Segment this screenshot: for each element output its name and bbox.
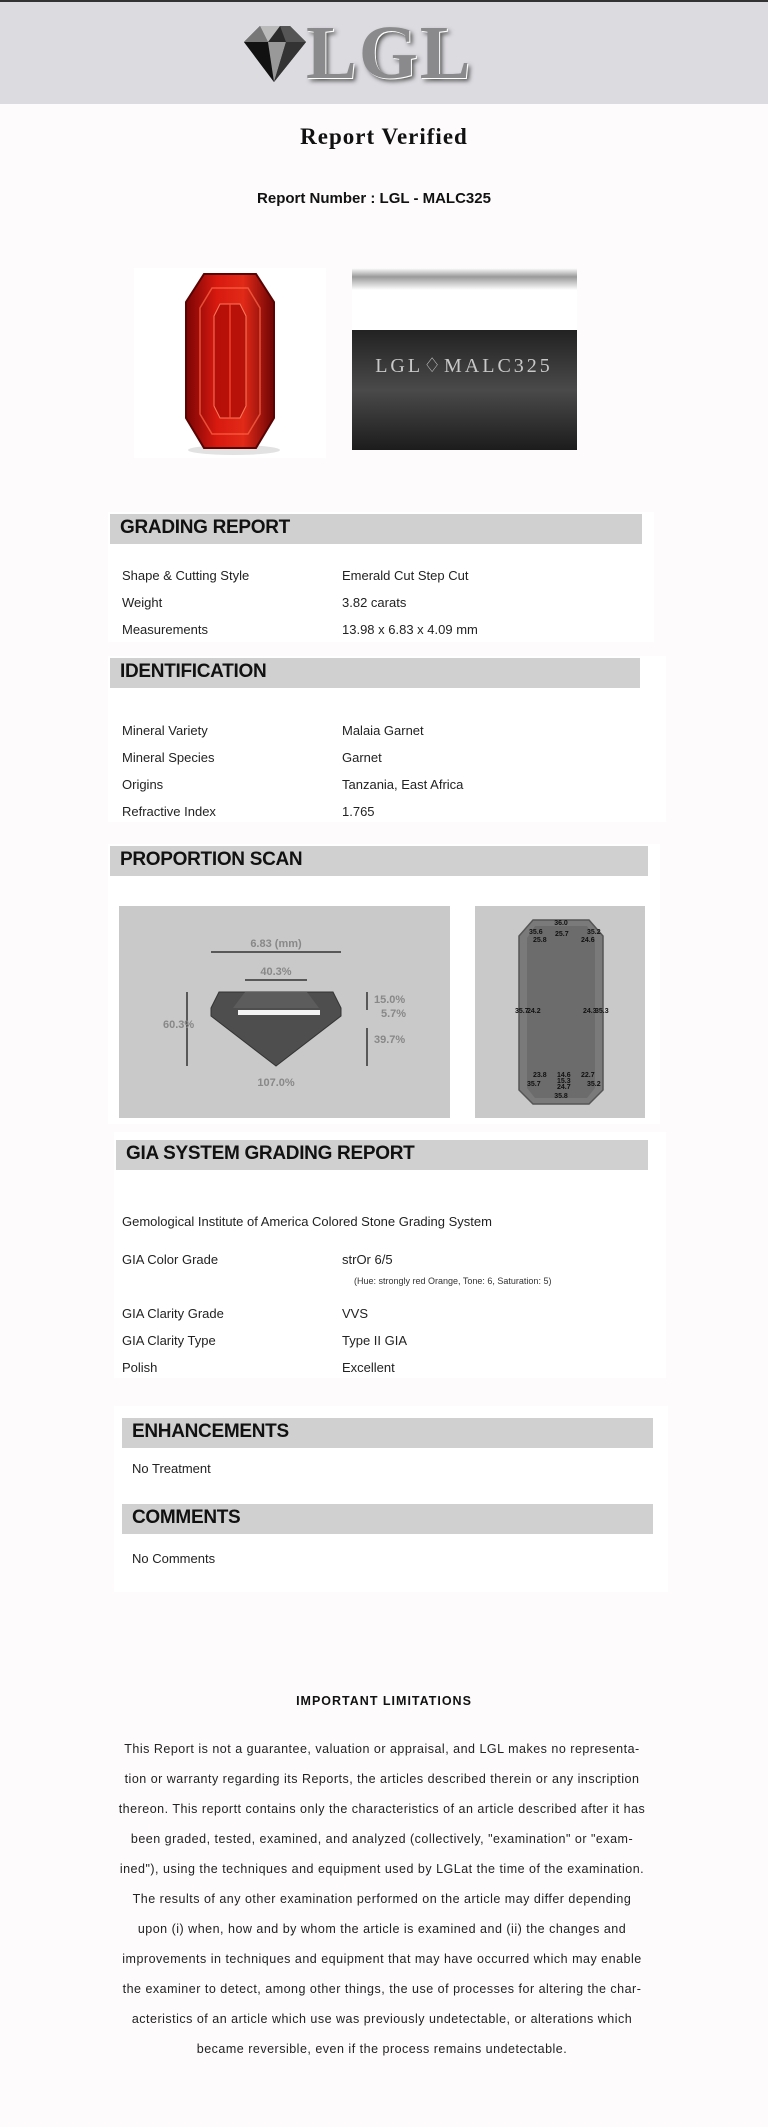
top-value: 24.7 [557,1084,571,1091]
limitations-line: The results of any other examination performed on the article may differ depending [132,1892,632,1906]
enhancements-text: No Treatment [132,1461,211,1476]
top-value: 35.2 [587,1081,601,1088]
limitations-text [112,1734,652,2064]
label-shape: Shape & Cutting Style [122,568,250,583]
gem-photo [134,268,326,458]
section-title: GIA SYSTEM GRADING REPORT [126,1143,415,1164]
top-value: 24.6 [581,937,595,944]
identification-card [108,656,666,822]
limitations-line: improvements in techniques and equipment that may have occurred which may enable [122,1952,642,1966]
top-value: 23.8 [533,1072,547,1079]
diamond-logo-icon [234,20,312,86]
label-mineral-variety: Mineral Variety [122,723,208,738]
girdle-inscription-icon [352,268,577,450]
label-weight: Weight [122,595,163,610]
width-label: 6.83 (mm) [250,938,302,950]
report-number: Report Number : LGL - MALC325 [257,190,491,207]
label-measurements: Measurements [122,622,208,637]
limitations-line: upon (i) when, how and by whom the article is examined and (ii) the changes and [137,1922,627,1936]
top-value: 25.7 [555,931,569,938]
label-color-grade: GIA Color Grade [122,1252,219,1267]
side-profile-icon [119,906,450,1118]
red-emerald-cut-gem-icon [134,268,326,458]
logo-text: LGL [306,11,473,95]
top-value: 14.6 [557,1072,571,1079]
top-value: 35.3 [595,1008,609,1015]
limitations-line: This Report is not a guarantee, valuation or appraisal, and LGL makes no representa- [124,1742,640,1756]
depth-label: 60.3% [163,1019,195,1031]
girdle-label: 5.7% [381,1008,407,1020]
label-mineral-species: Mineral Species [122,750,215,765]
header [0,2,768,104]
top-value: 24.3 [583,1008,597,1015]
section-title: IDENTIFICATION [120,661,267,682]
hue-note: (Hue: strongly red Orange, Tone: 6, Saturation: 5) [354,1276,552,1286]
comments-text: No Comments [132,1551,216,1566]
top-value: 35.7 [515,1008,529,1015]
limitations-line: been graded, tested, examined, and analyzed (collectively, "examination" or "exam- [130,1832,634,1846]
section-header [110,846,648,876]
top-value: 35.6 [529,929,543,936]
gia-subtitle: Gemological Institute of America Colored Stone Grading System [122,1214,492,1229]
value-mineral-variety: Malaia Garnet [342,723,424,738]
top-view-diagram [475,906,645,1118]
top-value: 24.2 [527,1008,541,1015]
comments-header [122,1504,653,1534]
top-value: 35.2 [587,929,601,936]
value-clarity-grade: VVS [342,1306,369,1321]
value-color-grade: strOr 6/5 [342,1252,393,1267]
section-title: COMMENTS [132,1507,241,1528]
value-weight: 3.82 carats [342,595,407,610]
inscription-photo [352,268,577,450]
value-clarity-type: Type II GIA [342,1333,408,1348]
top-value: 25.8 [533,937,547,944]
limitations-line: the examiner to detect, among other things, the use of processes for altering the char- [122,1982,642,1996]
value-refractive-index: 1.765 [342,804,375,819]
side-profile-diagram [119,906,450,1118]
value-origins: Tanzania, East Africa [342,777,464,792]
label-polish: Polish [122,1360,158,1375]
top-view-icon [475,906,645,1118]
label-clarity-grade: GIA Clarity Grade [122,1306,224,1321]
value-shape: Emerald Cut Step Cut [342,568,469,583]
limitations-line: tion or warranty regarding its Reports, the articles described therein or any inscription [124,1772,640,1786]
section-title: GRADING REPORT [120,517,290,538]
section-header [110,658,640,688]
limitations-line: ined"), using the techniques and equipment used by LGLat the time of the examination. [119,1862,645,1876]
lgl-logo[interactable] [234,11,494,95]
limitations-line: became reversible, even if the process remains undetectable. [196,2042,568,2056]
section-title: PROPORTION SCAN [120,849,303,870]
label-refractive-index: Refractive Index [122,804,216,819]
section-title: ENHANCEMENTS [132,1421,289,1442]
limitations-title: IMPORTANT LIMITATIONS [296,1694,472,1708]
crown-label: 15.0% [374,994,406,1006]
total-label: 107.0% [257,1077,295,1089]
inscription-text: LGL♢MALC325 [375,355,553,377]
section-header [110,514,642,544]
value-measurements: 13.98 x 6.83 x 4.09 mm [342,622,478,637]
limitations-line: thereon. This reportt contains only the characteristics of an article described after it has [118,1802,646,1816]
limitations-line: acteristics of an article which use was previously undetectable, or alterations which [131,2012,633,2026]
top-value: 22.7 [581,1072,595,1079]
top-value: 35.8 [554,1093,568,1100]
label-origins: Origins [122,777,164,792]
table-label: 40.3% [260,966,292,978]
page-title: Report Verified [300,124,468,149]
top-value: 35.7 [527,1081,541,1088]
enhancements-header [122,1418,653,1448]
top-value: 36.0 [554,920,568,927]
value-mineral-species: Garnet [342,750,382,765]
section-header [116,1140,648,1170]
pavilion-label: 39.7% [374,1034,406,1046]
value-polish: Excellent [342,1360,395,1375]
label-clarity-type: GIA Clarity Type [122,1333,216,1348]
top-value: 15.3 [557,1078,571,1085]
